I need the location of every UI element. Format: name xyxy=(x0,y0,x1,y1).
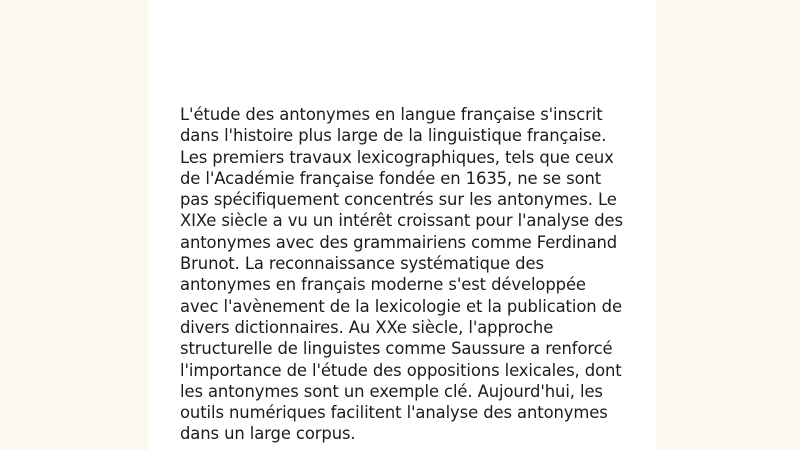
document-page xyxy=(148,0,656,450)
body-paragraph: L'étude des antonymes en langue française s'inscrit dans l'histoire plus large de la linguistique française. Les premiers travaux lexicographiques, tels que ceux de l'Académie française fondée en 1635, ne se sont pas spécifiquement concentrés sur les antonymes. Le XIXe siècle a vu un intérêt croissant pour l'analyse des antonymes avec des grammairiens comme Ferdinand Brunot. La reconnaissance systématique des antonymes en français moderne s'est développée avec l'avènement de la lexicologie et la publication de divers dictionnaires. Au XXe siècle, l'approche structurelle de linguistes comme Saussure a renforcé l'importance de l'étude des oppositions lexicales, dont les antonymes sont un exemple clé. Aujourd'hui, les outils numériques facilitent l'analyse des antonymes dans un large corpus. xyxy=(180,105,623,444)
